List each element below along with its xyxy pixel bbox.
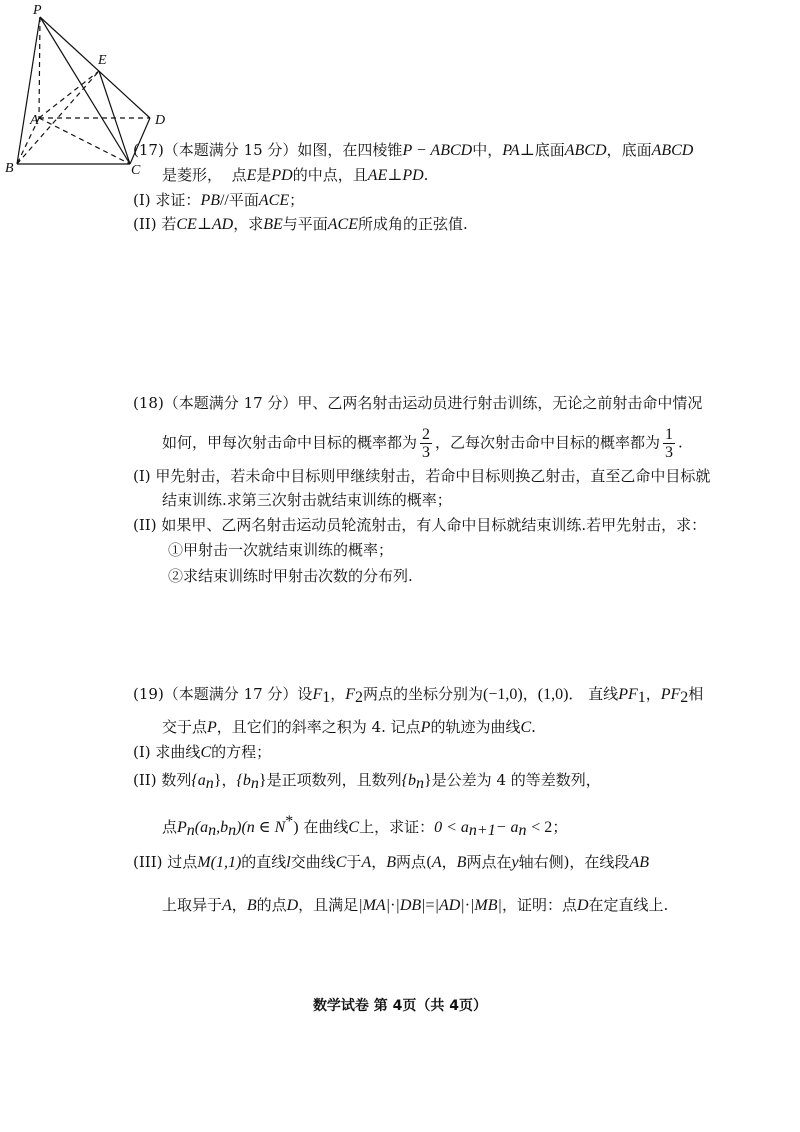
q17-number: (17) [133, 141, 164, 159]
q19-part2-line2: 点$P_n(a_n,b_n)(n$ ∈ N*) 在曲线C上，求证：$0 < a_{n+1}- a_n < 2$； [162, 813, 568, 839]
edge-AE [39, 71, 99, 118]
q18-part2: (II) 如果甲、乙两名射击运动员轮流射击，有人命中目标就结束训练.若甲先射击，求： [133, 516, 707, 534]
q19-part2-line1: (II) 数列$\{a_n\}$，$\{b_n\}$是正项数列，且数列$\{b_n\}$是公差为 4 的等差数列， [133, 771, 601, 792]
edge-PC [40, 17, 130, 164]
q17-part1: (I) 求证：PB//平面ACE； [133, 191, 305, 209]
q19-part3-line1: (III) 过点M(1,1)的直线l交曲线C于A，B两点(A，B两点在y轴右侧)，在线段AB [133, 853, 649, 871]
q18-sub1: ①甲射击一次就结束训练的概率； [168, 541, 394, 559]
q17-line1: (17)（本题满分 15 分）如图，在四棱锥P − ABCD中，PA⊥底面ABCD，底面ABCD [133, 141, 694, 159]
q19-line2: 交于点P，且它们的斜率之积为 4. 记点P的轨迹为曲线C. [162, 718, 536, 736]
q18-line1: (18)（本题满分 17 分）甲、乙两名射击运动员进行射击训练，无论之前射击命中情况 [133, 394, 703, 412]
fraction-two-thirds: $\frac{2}{3}$ [422, 426, 431, 461]
label-C: C [131, 163, 141, 178]
q17-line2: 是菱形， 点E是PD的中点，且AE⊥PD. [162, 166, 429, 184]
edge-PA [39, 17, 40, 118]
edge-PD [40, 17, 150, 118]
label-B: B [5, 161, 14, 176]
label-D: D [155, 113, 166, 128]
fraction-one-third: $\frac{1}{3}$ [665, 426, 674, 461]
q19-part3-line2: 上取异于A，B的点D，且满足|MA|·|DB|=|AD|·|MB|，证明：点D在定直线上. [162, 896, 669, 914]
q18-number: (18) [133, 394, 164, 412]
q18-part1-line1: (I) 甲先射击，若未命中目标则甲继续射击，若命中目标则换乙射击，直至乙命中目标就 [133, 467, 711, 485]
q19-line1: (19)（本题满分 17 分）设$F_1$，$F_2$两点的坐标分别为(−1,0)，(1,0)． 直线$PF_1$，$PF_2$相 [133, 685, 704, 706]
q17-part2: (II) 若CE⊥AD，求BE与平面ACE所成角的正弦值. [133, 215, 468, 233]
page-footer: 数学试卷 第 4页（共 4页） [312, 998, 488, 1014]
q18-part1-line2: 结束训练.求第三次射击就结束训练的概率； [162, 491, 452, 509]
q18-sub2: ②求结束训练时甲射击次数的分布列. [168, 567, 413, 585]
q19-number: (19) [133, 685, 164, 703]
label-E: E [98, 53, 107, 68]
label-A: A [30, 113, 39, 128]
q18-line2: 如何，甲每次射击命中目标的概率都为 $\frac{2}{3}$ ，乙每次射击命中目标的概率都为 $\frac{1}{3}$ . [162, 426, 683, 461]
q19-part1: (I) 求曲线C的方程； [133, 743, 272, 761]
label-P: P [33, 3, 42, 18]
